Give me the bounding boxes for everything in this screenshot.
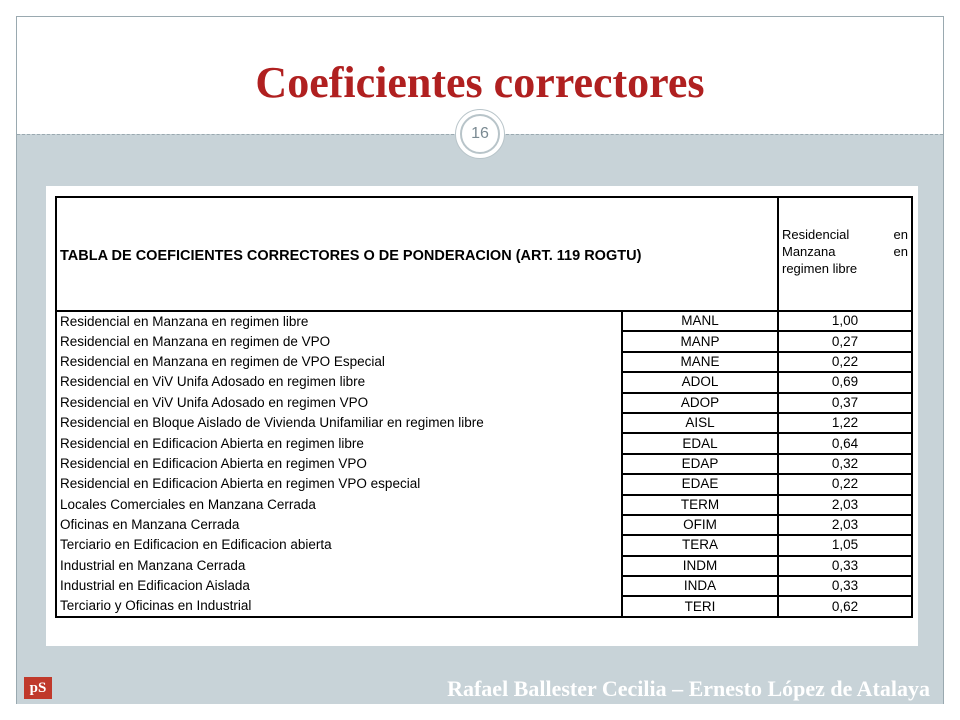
table-row [56, 515, 912, 535]
header-side-line1-left: Residencial [782, 227, 850, 242]
table-row [56, 495, 912, 515]
table-row [56, 535, 912, 555]
page-number-badge [455, 109, 505, 159]
row-code: EDAL [622, 433, 778, 453]
row-code: ADOL [622, 372, 778, 392]
row-code: TERM [622, 495, 778, 515]
row-coefficient: 2,03 [778, 495, 912, 515]
row-coefficient: 0,33 [778, 556, 912, 576]
row-description: Terciario en Edificacion en Edificacion abierta [56, 535, 622, 555]
row-description: Residencial en ViV Unifa Adosado en regimen VPO [56, 393, 622, 413]
row-description: Industrial en Edificacion Aislada [56, 576, 622, 596]
header-side-line2-right: en [893, 244, 908, 259]
row-coefficient: 0,64 [778, 433, 912, 453]
table-header-reference [778, 197, 912, 311]
row-code: TERI [622, 596, 778, 616]
row-description: Residencial en ViV Unifa Adosado en regimen libre [56, 372, 622, 392]
row-description: Residencial en Manzana en regimen de VPO [56, 331, 622, 351]
row-description: Oficinas en Manzana Cerrada [56, 515, 622, 535]
row-description: Residencial en Bloque Aislado de Vivienda Unifamiliar en regimen libre [56, 413, 622, 433]
row-description: Locales Comerciales en Manzana Cerrada [56, 495, 622, 515]
row-code: AISL [622, 413, 778, 433]
row-coefficient: 0,69 [778, 372, 912, 392]
table-row [56, 454, 912, 474]
row-coefficient: 2,03 [778, 515, 912, 535]
header-side-line1-right: en [893, 227, 908, 242]
row-coefficient: 0,62 [778, 596, 912, 616]
table-row [56, 474, 912, 494]
row-code: EDAE [622, 474, 778, 494]
table-row [56, 352, 912, 372]
table-row [56, 372, 912, 392]
table-row [56, 433, 912, 453]
row-description: Industrial en Manzana Cerrada [56, 556, 622, 576]
row-code: INDA [622, 576, 778, 596]
row-description: Residencial en Edificacion Abierta en regimen VPO especial [56, 474, 622, 494]
page-number: 16 [460, 114, 500, 154]
row-description: Residencial en Manzana en regimen de VPO Especial [56, 352, 622, 372]
footer-authors: Rafael Ballester Cecilia – Ernesto López de Atalaya [447, 676, 930, 701]
row-code: MANP [622, 331, 778, 351]
row-code: TERA [622, 535, 778, 555]
table-row [56, 413, 912, 433]
table-header-row [56, 197, 912, 311]
logo: pS [24, 677, 52, 699]
slide-title: Coeficientes correctores [255, 58, 705, 107]
row-description: Residencial en Edificacion Abierta en regimen libre [56, 433, 622, 453]
table-row [56, 331, 912, 351]
row-code: EDAP [622, 454, 778, 474]
row-code: INDM [622, 556, 778, 576]
row-coefficient: 1,05 [778, 535, 912, 555]
table-header-title: TABLA DE COEFICIENTES CORRECTORES O DE PONDERACION (ART. 119 ROGTU) [56, 197, 778, 311]
row-coefficient: 1,22 [778, 413, 912, 433]
table-row [56, 556, 912, 576]
row-coefficient: 1,00 [778, 311, 912, 331]
row-description: Terciario y Oficinas en Industrial [56, 596, 622, 616]
header-side-line3: regimen libre [782, 261, 858, 276]
table-row [56, 311, 912, 331]
row-coefficient: 0,33 [778, 576, 912, 596]
table-panel [46, 186, 918, 646]
row-code: OFIM [622, 515, 778, 535]
row-code: MANL [622, 311, 778, 331]
coefficients-table [55, 196, 913, 618]
row-coefficient: 0,32 [778, 454, 912, 474]
row-code: ADOP [622, 393, 778, 413]
row-code: MANE [622, 352, 778, 372]
row-coefficient: 0,22 [778, 474, 912, 494]
row-description: Residencial en Manzana en regimen libre [56, 311, 622, 331]
row-coefficient: 0,27 [778, 331, 912, 351]
row-coefficient: 0,22 [778, 352, 912, 372]
row-coefficient: 0,37 [778, 393, 912, 413]
row-description: Residencial en Edificacion Abierta en regimen VPO [56, 454, 622, 474]
table-row [56, 576, 912, 596]
table-row [56, 596, 912, 616]
header-side-line2-left: Manzana [782, 244, 836, 259]
table-row [56, 393, 912, 413]
